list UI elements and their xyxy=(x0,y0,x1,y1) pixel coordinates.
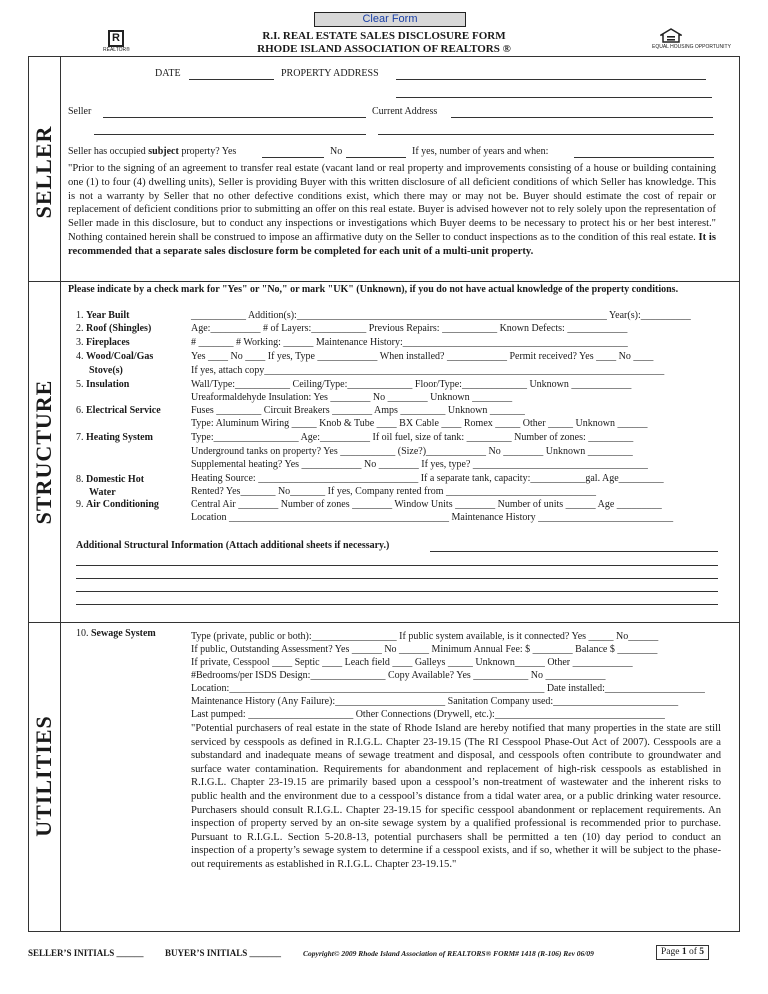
ac-location-fields[interactable]: Location ____________________________________________ Maintenance History ___________________________ xyxy=(191,512,674,523)
occupied-no-label: No xyxy=(330,146,343,157)
sewage-location-fields[interactable]: Location:_______________________________________________________________ Date installed:____________________ xyxy=(191,683,705,694)
additional-info-line-4[interactable] xyxy=(76,604,718,605)
form-subtitle: RHODE ISLAND ASSOCIATION OF REALTORS ® xyxy=(257,43,511,55)
date-label: DATE xyxy=(155,68,181,79)
sewage-assessment-fields[interactable]: If public, Outstanding Assessment? Yes ______ No ______ Minimum Annual Fee: $ ________ Balance $ ________ xyxy=(191,644,658,655)
stove-attach-field[interactable]: If yes, attach copy________________________________________________________________________________ xyxy=(191,365,665,376)
electrical-fields[interactable]: Fuses _________ Circuit Breakers ________ Amps _________ Unknown _______ xyxy=(191,405,525,416)
additional-info-label: Additional Structural Information (Attach additional sheets if necessary.) xyxy=(76,540,390,551)
seller-disclosure-paragraph: "Prior to the signing of an agreement to transfer real estate (vacant land or real property and improvements consisting of a house or building containing one (1) to four (4) dwelling units), Seller is providing Buyer with this written disclosure of all deficient conditions of which Seller has knowledge. This is not a warranty by Seller that no other defective conditions exist, which there may or may not be. Buyer should estimate the cost of repair or replacement of deficient conditions prior to submitting an offer on this real estate. Buyer is advised however not to rely solely upon the representation of Seller made in this disclosure, but to conduct any inspections or investigations which Buyer deems to be necessary to protect his or her best interest." Nothing contained herein shall be construed to impose an affirmative duty on the Seller to conduct inspections as to the condition of this real estate. It is recommended that a separate sales disclosure form be completed for each unit of a multi-unit property. xyxy=(68,163,716,257)
year-built-fields[interactable]: ___________ Addition(s):______________________________________________________________ Year(s):__________ xyxy=(191,310,691,321)
occupied-no-field[interactable] xyxy=(346,157,406,158)
buyers-initials[interactable]: BUYER’S INITIALS _______ xyxy=(165,948,282,958)
current-address-field-line2[interactable] xyxy=(378,134,714,135)
section-divider-structure-utilities xyxy=(28,622,740,623)
equal-housing-caption: EQUAL HOUSING OPPORTUNITY xyxy=(652,44,731,50)
additional-info-line-3[interactable] xyxy=(76,591,718,592)
heating-fields[interactable]: Type:_________________ Age:__________ If oil fuel, size of tank: _________ Number of zones: _________ xyxy=(191,432,634,443)
item-electrical: 6. Electrical Service xyxy=(76,405,161,416)
seller-name-field[interactable] xyxy=(103,117,366,118)
page-indicator: Page 1 of 5 xyxy=(656,945,709,960)
property-address-field-line2[interactable] xyxy=(396,97,712,98)
clear-form-button[interactable]: Clear Form xyxy=(314,12,466,27)
item-year-built: 1. Year Built xyxy=(76,310,130,321)
date-field[interactable] xyxy=(189,79,274,80)
section-label-utilities: UTILITIES xyxy=(31,715,56,837)
stove-fields[interactable]: Yes ____ No ____ If yes, Type ____________ When installed? ____________ Permit received? Yes ____ No ____ xyxy=(191,351,654,362)
item-air-conditioning: 9. Air Conditioning xyxy=(76,499,159,510)
current-address-label: Current Address xyxy=(372,106,438,117)
item-roof: 2. Roof (Shingles) xyxy=(76,323,152,334)
underground-tank-fields[interactable]: Underground tanks on property? Yes ___________ (Size?)____________ No ________ Unknown _________ xyxy=(191,446,633,457)
section-divider-vertical xyxy=(60,56,61,932)
section-label-seller: SELLER xyxy=(31,125,56,219)
seller-label: Seller xyxy=(68,106,92,117)
sewage-bedrooms-fields[interactable]: #Bedrooms/per ISDS Design:_______________ Copy Available? Yes ___________ No ____________ xyxy=(191,670,606,681)
item-hot-water-cont: Water xyxy=(89,487,116,498)
item-sewage-system: 10. Sewage System xyxy=(76,628,156,639)
form-title: R.I. REAL ESTATE SALES DISCLOSURE FORM xyxy=(262,30,506,42)
occupied-years-field[interactable] xyxy=(574,157,714,158)
item-wood-stove-cont: Stove(s) xyxy=(89,365,123,376)
item-fireplaces: 3. Fireplaces xyxy=(76,337,130,348)
roof-fields[interactable]: Age:__________ # of Layers:___________ Previous Repairs: ___________ Known Defects: ____________ xyxy=(191,323,628,334)
realtor-logo-icon: R xyxy=(108,30,124,47)
supplemental-heat-fields[interactable]: Supplemental heating? Yes ____________ No ________ If yes, type? ___________________________________ xyxy=(191,459,648,470)
seller-name-field-line2[interactable] xyxy=(94,134,366,135)
section-label-structure: STRUCTURE xyxy=(31,379,56,525)
additional-info-line-2[interactable] xyxy=(76,578,718,579)
item-insulation: 5. Insulation xyxy=(76,379,130,390)
ac-fields[interactable]: Central Air ________ Number of zones ________ Window Units ________ Number of units ______ Age _________ xyxy=(191,499,662,510)
insulation-fields[interactable]: Wall/Type:___________ Ceiling/Type:_____________ Floor/Type:_____________ Unknown ____________ xyxy=(191,379,632,390)
sellers-initials[interactable]: SELLER’S INITIALS ______ xyxy=(28,948,144,958)
sewage-type-fields[interactable]: Type (private, public or both):_________________ If public system available, is it connected? Yes _____ No______ xyxy=(191,631,659,642)
structure-instructions: Please indicate by a check mark for "Yes" or "No," or mark "UK" (Unknown), if you do not have actual knowledge of the property conditions. xyxy=(68,284,679,295)
occupied-question: Seller has occupied subject property? Yes xyxy=(68,146,237,157)
sewage-last-pumped-fields[interactable]: Last pumped: _____________________ Other Connections (Drywell, etc.):__________________________________ xyxy=(191,709,665,720)
hot-water-rented-fields[interactable]: Rented? Yes_______ No_______ If yes, Company rented from ______________________________ xyxy=(191,486,596,497)
sewage-private-fields[interactable]: If private, Cesspool ____ Septic ____ Leach field ____ Galleys _____ Unknown______ Other ____________ xyxy=(191,657,633,668)
current-address-field[interactable] xyxy=(451,117,713,118)
property-address-field[interactable] xyxy=(396,79,706,80)
fireplaces-fields[interactable]: # _______ # Working: ______ Maintenance History:_____________________________________________ xyxy=(191,337,628,348)
copyright-notice: Copyright© 2009 Rhode Island Association of REALTORS® FORM# 1418 (R-106) Rev 06/09 xyxy=(303,949,594,958)
ureaformaldehyde-fields[interactable]: Ureaformaldehyde Insulation: Yes ________ No ________ Unknown ________ xyxy=(191,392,513,403)
cesspool-notice-paragraph: "Potential purchasers of real estate in the state of Rhode Island are hereby notified that many properties in the state are still serviced by cesspools as defined in R.I.G.L. Chapter 23-19.15 (The RI Cesspool Phase-Out Act of 2007). Cesspools are a substandard and inadequate means of sewage treatment and disposal, and cesspools often contribute to groundwater and surface water contamination. Requirements for abandonment and replacement of high-risk cesspools as established in R.I.G.L. Chapter 23-19.15 are primarily based upon a cesspool’s non-treatment of wastewater and the inherent risks to public health and the environment due to a cesspool’s distance from a tidal water area, or a public drinking water resource. Purchasers should consult R.I.G.L. Chapter 23-19.15 for specific cesspool abandonment or replacement requirements. An inspection of property served by an on-site sewage system by a qualified professional is recommended prior to purchase. Pursuant to R.I.G.L. Section 5-20.8-13, potential purchasers shall be permitted a ten (10) day period to conduct an inspection of a property’s sewage system to determine if a cesspool exists, and if so, whether it will be subject to the phase-out requirements as established in R.I.G.L. Chapter 23-19.15." xyxy=(191,723,721,870)
section-divider-seller-structure xyxy=(28,281,740,282)
occupied-yes-field[interactable] xyxy=(262,157,324,158)
realtor-logo-caption: REALTOR® xyxy=(103,47,130,53)
property-address-label: PROPERTY ADDRESS xyxy=(281,68,379,79)
wiring-type-fields[interactable]: Type: Aluminum Wiring _____ Knob & Tube ____ BX Cable ____ Romex _____ Other _____ Unknown ______ xyxy=(191,418,648,429)
additional-info-line-1[interactable] xyxy=(76,565,718,566)
sewage-maintenance-fields[interactable]: Maintenance History (Any Failure):______________________ Sanitation Company used:_________________________ xyxy=(191,696,679,707)
item-wood-stove: 4. Wood/Coal/Gas xyxy=(76,351,154,362)
item-hot-water: 8. Domestic Hot xyxy=(76,474,145,485)
item-heating: 7. Heating System xyxy=(76,432,153,443)
hot-water-source-fields[interactable]: Heating Source: ________________________________ If a separate tank, capacity:___________gal. Age_________ xyxy=(191,473,664,484)
additional-info-field[interactable] xyxy=(430,551,718,552)
occupied-years-label: If yes, number of years and when: xyxy=(412,146,549,157)
